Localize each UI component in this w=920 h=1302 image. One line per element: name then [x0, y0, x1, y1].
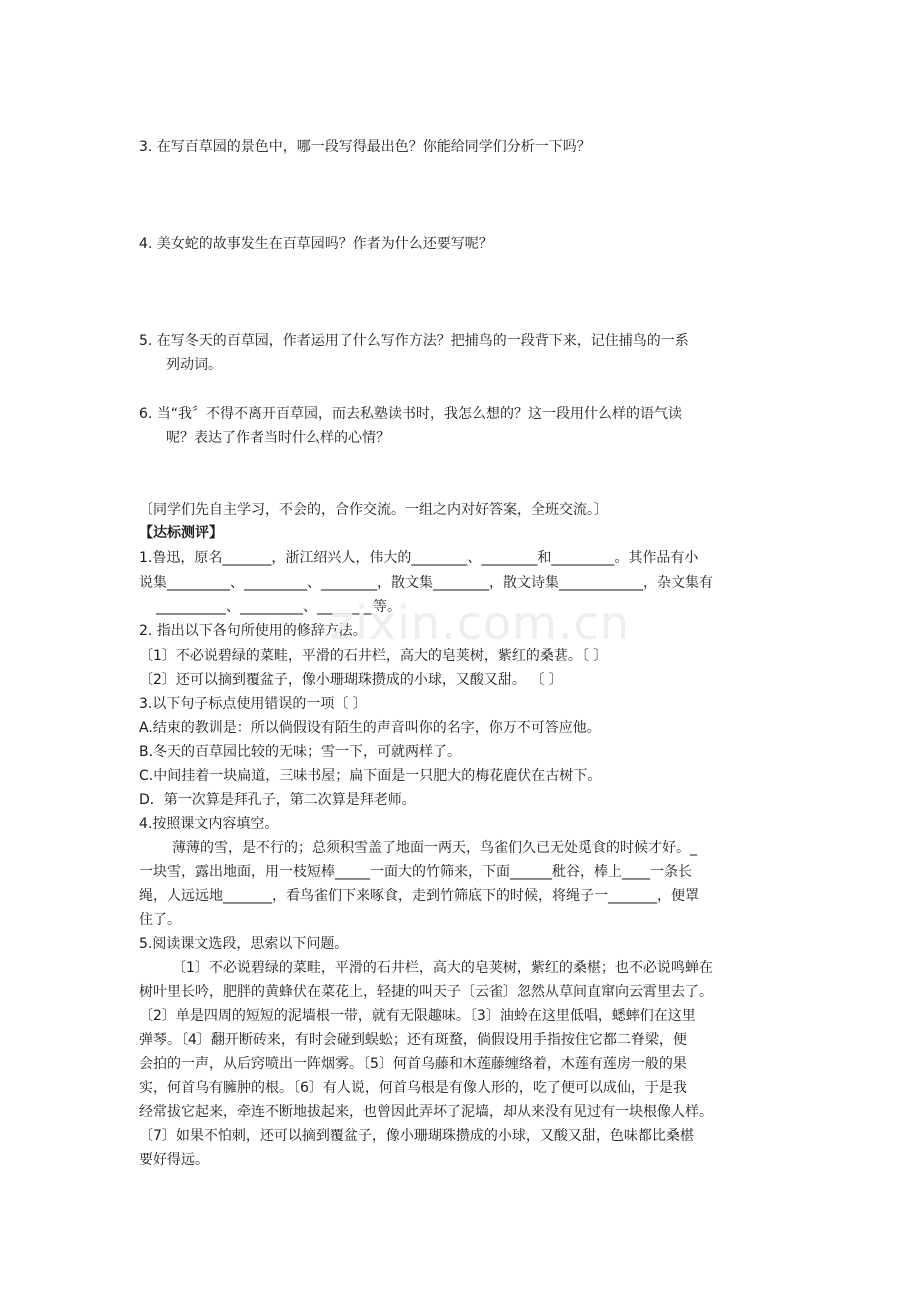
question-6-cont: 呢？表达了作者当时什么样的心情？	[166, 430, 390, 446]
question-5: 5. 在写冬天的百草园，作者运用了什么写作方法？把捕鸟的一段背下来，记住捕鸟的一系	[139, 333, 689, 349]
passage-line-2: 树叶里长吟，肥胖的黄蜂伏在菜花上，轻捷的叫天子〔云雀〕忽然从草间直窜向云霄里去了。	[139, 984, 713, 1000]
test-line-6: 〔2〕还可以摘到覆盆子，像小珊瑚珠攒成的小球，又酸又甜。 〔 〕	[139, 672, 563, 688]
fill-para-3: 绳，人远远地_______，看鸟雀们下来啄食，走到竹筛底下的时候，将绳子一_______，便罩	[139, 888, 699, 904]
option-d: D．第一次算是拜孔子，第二次算是拜老师。	[139, 792, 416, 808]
passage-line-6: 实，何首乌有臃肿的根。〔6〕有人说，何首乌根是有像人形的，吃了便可以成仙，于是我	[139, 1080, 687, 1096]
fill-para-1: 薄薄的雪，是不行的；总须积雪盖了地面一两天，鸟雀们久已无处觅食的时候才好。_	[172, 840, 697, 856]
question-4: 4. 美女蛇的故事发生在百草园吗？作者为什么还要写呢？	[139, 236, 493, 252]
passage-line-4: 弹琴。〔4〕翻开断砖来，有时会碰到蜈蚣；还有斑蝥，倘假设用手指按住它都二脊梁，便	[139, 1032, 687, 1048]
section-title: 【达标测评】	[139, 525, 223, 541]
question-5-reading: 5.阅读课文选段，思索以下问题。	[139, 936, 349, 952]
watermark: zixin.com.cn	[330, 596, 631, 650]
test-line-5: 〔1〕不必说碧绿的菜畦，平滑的石井栏，高大的皂荚树，紫红的桑葚。〔 〕	[139, 648, 608, 664]
study-note: 〔同学们先自主学习，不会的，合作交流。一组之内对好答案，全班交流。〕	[139, 502, 608, 518]
passage-line-9: 要好得远。	[139, 1152, 209, 1168]
question-5-cont: 列动词。	[166, 357, 222, 373]
test-line-2: 说集_________、_________、________，散文集________，散文诗集____________，杂文集有	[139, 575, 713, 591]
test-line-1: 1.鲁迅，原名_______，浙江绍兴人，伟大的________、________和_________。其作品有小	[139, 550, 699, 566]
fill-para-2: 一块雪，露出地面，用一枝短棒_____一面大的竹筛来，下面______秕谷，棒上____一条长	[139, 864, 692, 880]
test-line-4: 2. 指出以下各句所使用的修辞方法。	[139, 623, 367, 639]
option-c: C.中间挂着一块扁道，三味书屋；扁下面是一只肥大的梅花鹿伏在古树下。	[139, 768, 602, 784]
passage-line-1: 〔1〕不必说碧绿的菜畦，平滑的石井栏，高大的皂荚树，紫红的桑椹；也不必说鸣蝉在	[172, 960, 713, 976]
option-a: A.结束的教训是：所以倘假设有陌生的声音叫你的名字，你万不可答应他。	[139, 720, 601, 736]
test-line-12: 4.按照课文内容填空。	[139, 816, 279, 832]
fill-para-4: 住了。	[139, 912, 181, 928]
passage-line-5: 会拍的一声，从后窍喷出一阵烟雾。〔5〕何首乌藤和木莲藤缠络着，木莲有莲房一般的果	[139, 1056, 687, 1072]
option-b: B.冬天的百草园比较的无味；雪一下，可就两样了。	[139, 744, 462, 760]
test-line-7: 3.以下句子标点使用错误的一项〔 〕	[139, 696, 367, 712]
question-3: 3. 在写百草园的景色中，哪一段写得最出色？你能给同学们分析一下吗？	[139, 139, 591, 155]
test-line-3: __________、_________、________等。	[156, 599, 401, 615]
passage-line-7: 经常拔它起来，牵连不断地拔起来，也曾因此弄坏了泥墙，却从来没有见过有一块根像人样。	[139, 1104, 713, 1120]
question-6: 6. 当“我〞不得不离开百草园，而去私塾读书时，我怎么想的？这一段用什么样的语气读	[139, 406, 683, 422]
passage-line-3: 〔2〕单是四周的短短的泥墙根一带，就有无限趣味。〔3〕油蛉在这里低唱，蟋蟀们在这里	[139, 1008, 696, 1024]
passage-line-8: 〔7〕如果不怕刺，还可以摘到覆盆子，像小珊瑚珠攒成的小球，又酸又甜，色味都比桑椹	[139, 1128, 694, 1144]
